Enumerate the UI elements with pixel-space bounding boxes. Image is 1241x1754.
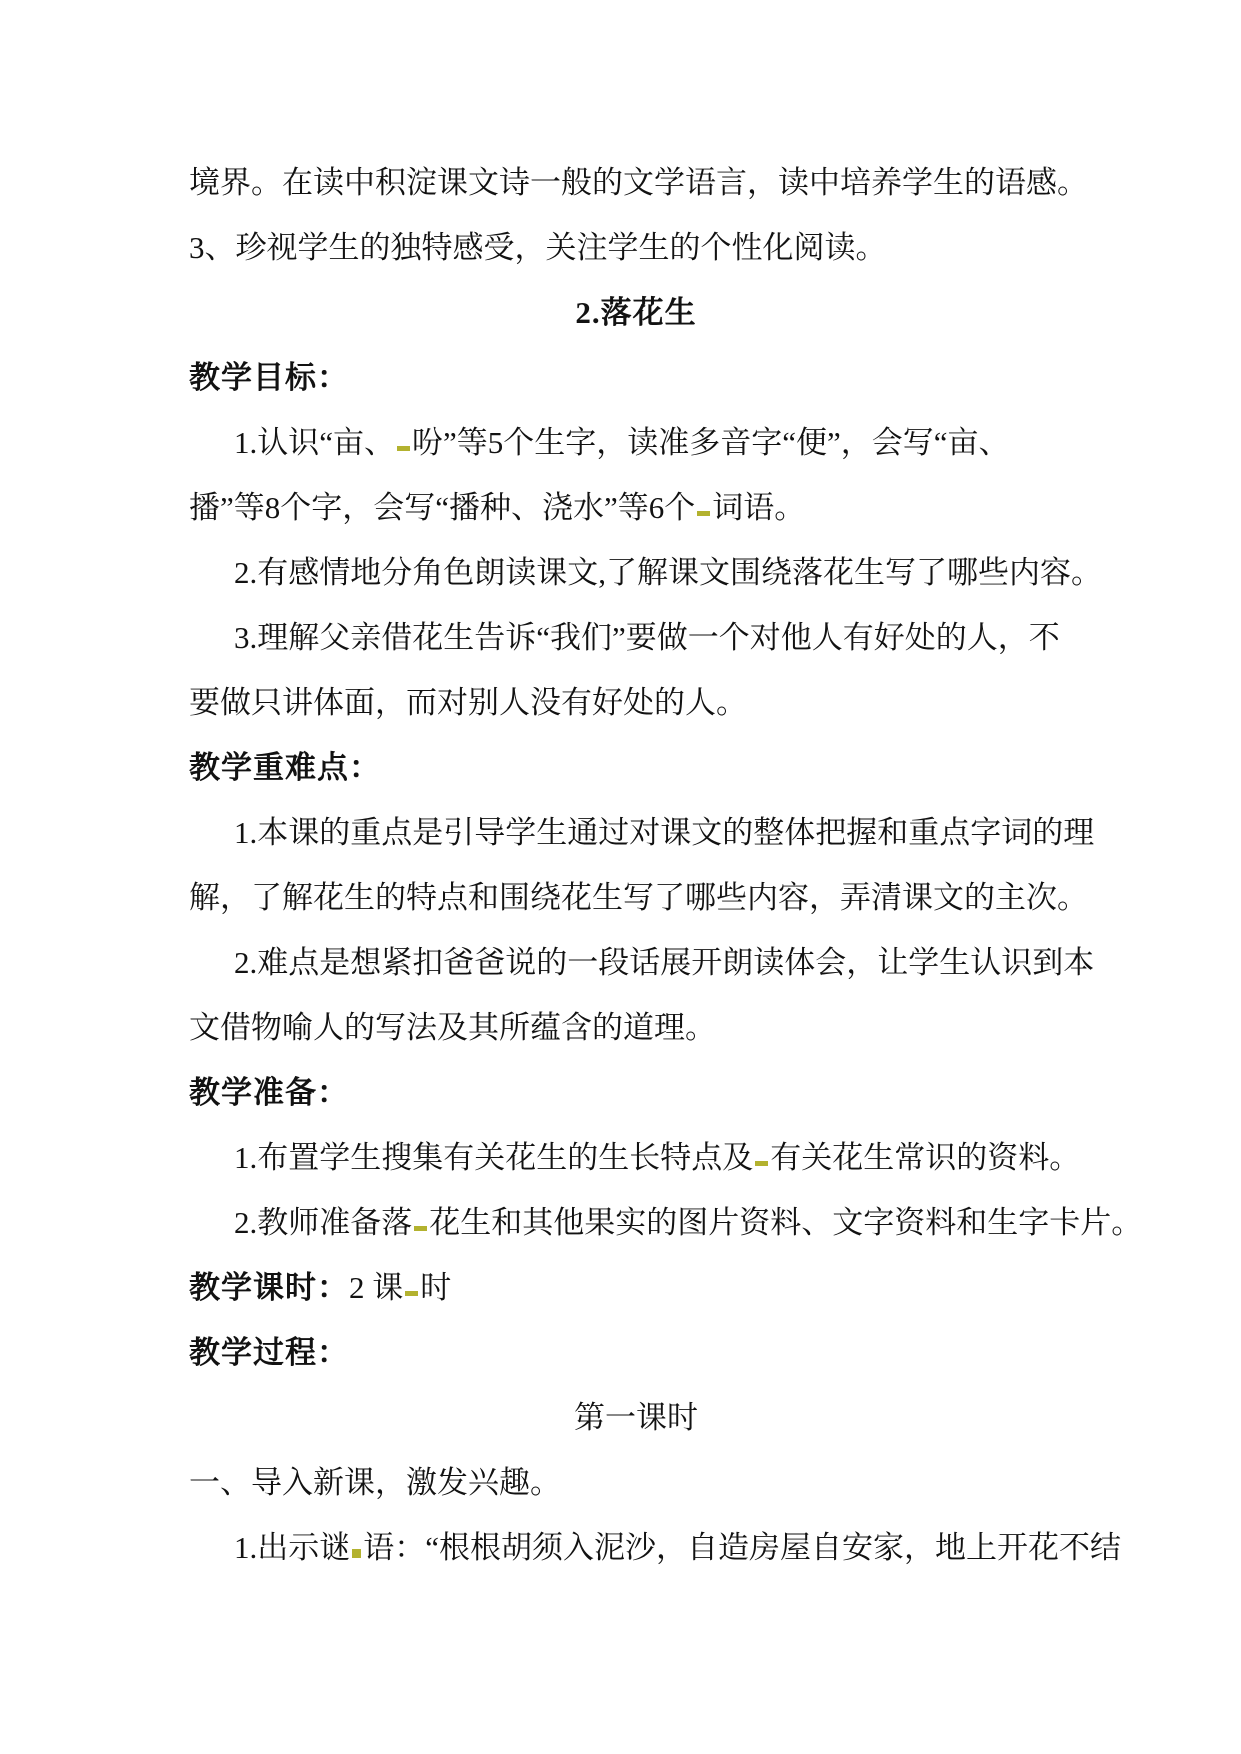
text-line (189, 930, 1095, 995)
text-line (189, 1125, 1083, 1190)
text-line (189, 995, 1083, 1060)
heading-text: 教学重难点： (189, 750, 381, 785)
text-line (189, 475, 1083, 540)
text-line (189, 865, 1088, 930)
body-text: 1.布置学生搜集有关花生的生长特点及 (234, 1140, 754, 1175)
body-text: 2.难点是想紧扣爸爸说的一段话展开朗读体会，让学生认识到本 (234, 945, 1095, 980)
spellcheck-dash-icon (755, 1161, 768, 1166)
text-line (189, 735, 1083, 800)
body-text: 有关花生常识的资料。 (770, 1140, 1081, 1175)
body-text: 词语。 (712, 490, 806, 525)
text-line (189, 410, 1083, 475)
text-line (189, 1450, 1083, 1515)
spellcheck-dash-icon (405, 1291, 418, 1296)
body-text: 2.有感情地分角色朗读课文,了解课文围绕落花生写了哪些内容。 (234, 555, 1102, 590)
body-text: 播”等8个字，会写“播种、浇水”等6个 (189, 490, 696, 525)
text-line (189, 1515, 1122, 1580)
text-line (189, 670, 1083, 735)
heading-text: 教学准备： (189, 1075, 349, 1110)
body-text: 2.教师准备落 (234, 1205, 413, 1240)
body-text: 吩”等5个生字，读准多音字“便”，会写“亩、 (412, 425, 1010, 460)
text-line (189, 1060, 1083, 1125)
heading-text: 2.落花生 (575, 295, 697, 330)
document-body (189, 150, 1143, 1580)
body-text: 2 课 (349, 1270, 404, 1305)
text-line (189, 1255, 1083, 1320)
spellcheck-dash-icon (697, 511, 710, 516)
text-line (189, 1190, 1143, 1255)
body-text: 语：“根根胡须入泥沙，自造房屋自安家，地上开花不结 (363, 1530, 1122, 1565)
text-line (189, 280, 1083, 345)
heading-text: 教学目标： (189, 360, 349, 395)
text-line (189, 1320, 1083, 1385)
body-text: 解，了解花生的特点和围绕花生写了哪些内容，弄清课文的主次。 (189, 880, 1088, 915)
spellcheck-square-icon (352, 1549, 361, 1558)
body-text: 1.认识“亩、 (234, 425, 396, 460)
text-line (189, 345, 1083, 410)
spellcheck-dash-icon (414, 1226, 427, 1231)
text-line (189, 150, 1088, 215)
body-text: 3.理解父亲借花生告诉“我们”要做一个对他人有好处的人，不 (234, 620, 1060, 655)
text-line (189, 215, 1083, 280)
body-text: 时 (420, 1270, 452, 1305)
text-line (189, 800, 1095, 865)
body-text: 1.出示谜 (234, 1530, 351, 1565)
body-text: 3、珍视学生的独特感受，关注学生的个性化阅读。 (189, 230, 887, 265)
heading-text: 教学过程： (189, 1335, 349, 1370)
body-text: 一、导入新课，激发兴趣。 (189, 1465, 561, 1500)
heading-text: 教学课时： (189, 1270, 349, 1305)
body-text: 境界。在读中积淀课文诗一般的文学语言，读中培养学生的语感。 (189, 165, 1088, 200)
spellcheck-dash-icon (397, 446, 410, 451)
body-text: 花生和其他果实的图片资料、文字资料和生字卡片。 (429, 1205, 1143, 1240)
text-line (189, 1385, 1083, 1450)
body-text: 第一课时 (574, 1400, 698, 1435)
text-line (189, 540, 1102, 605)
body-text: 1.本课的重点是引导学生通过对课文的整体把握和重点字词的理 (234, 815, 1095, 850)
body-text: 要做只讲体面，而对别人没有好处的人。 (189, 685, 747, 720)
text-line (189, 605, 1083, 670)
body-text: 文借物喻人的写法及其所蕴含的道理。 (189, 1010, 716, 1045)
